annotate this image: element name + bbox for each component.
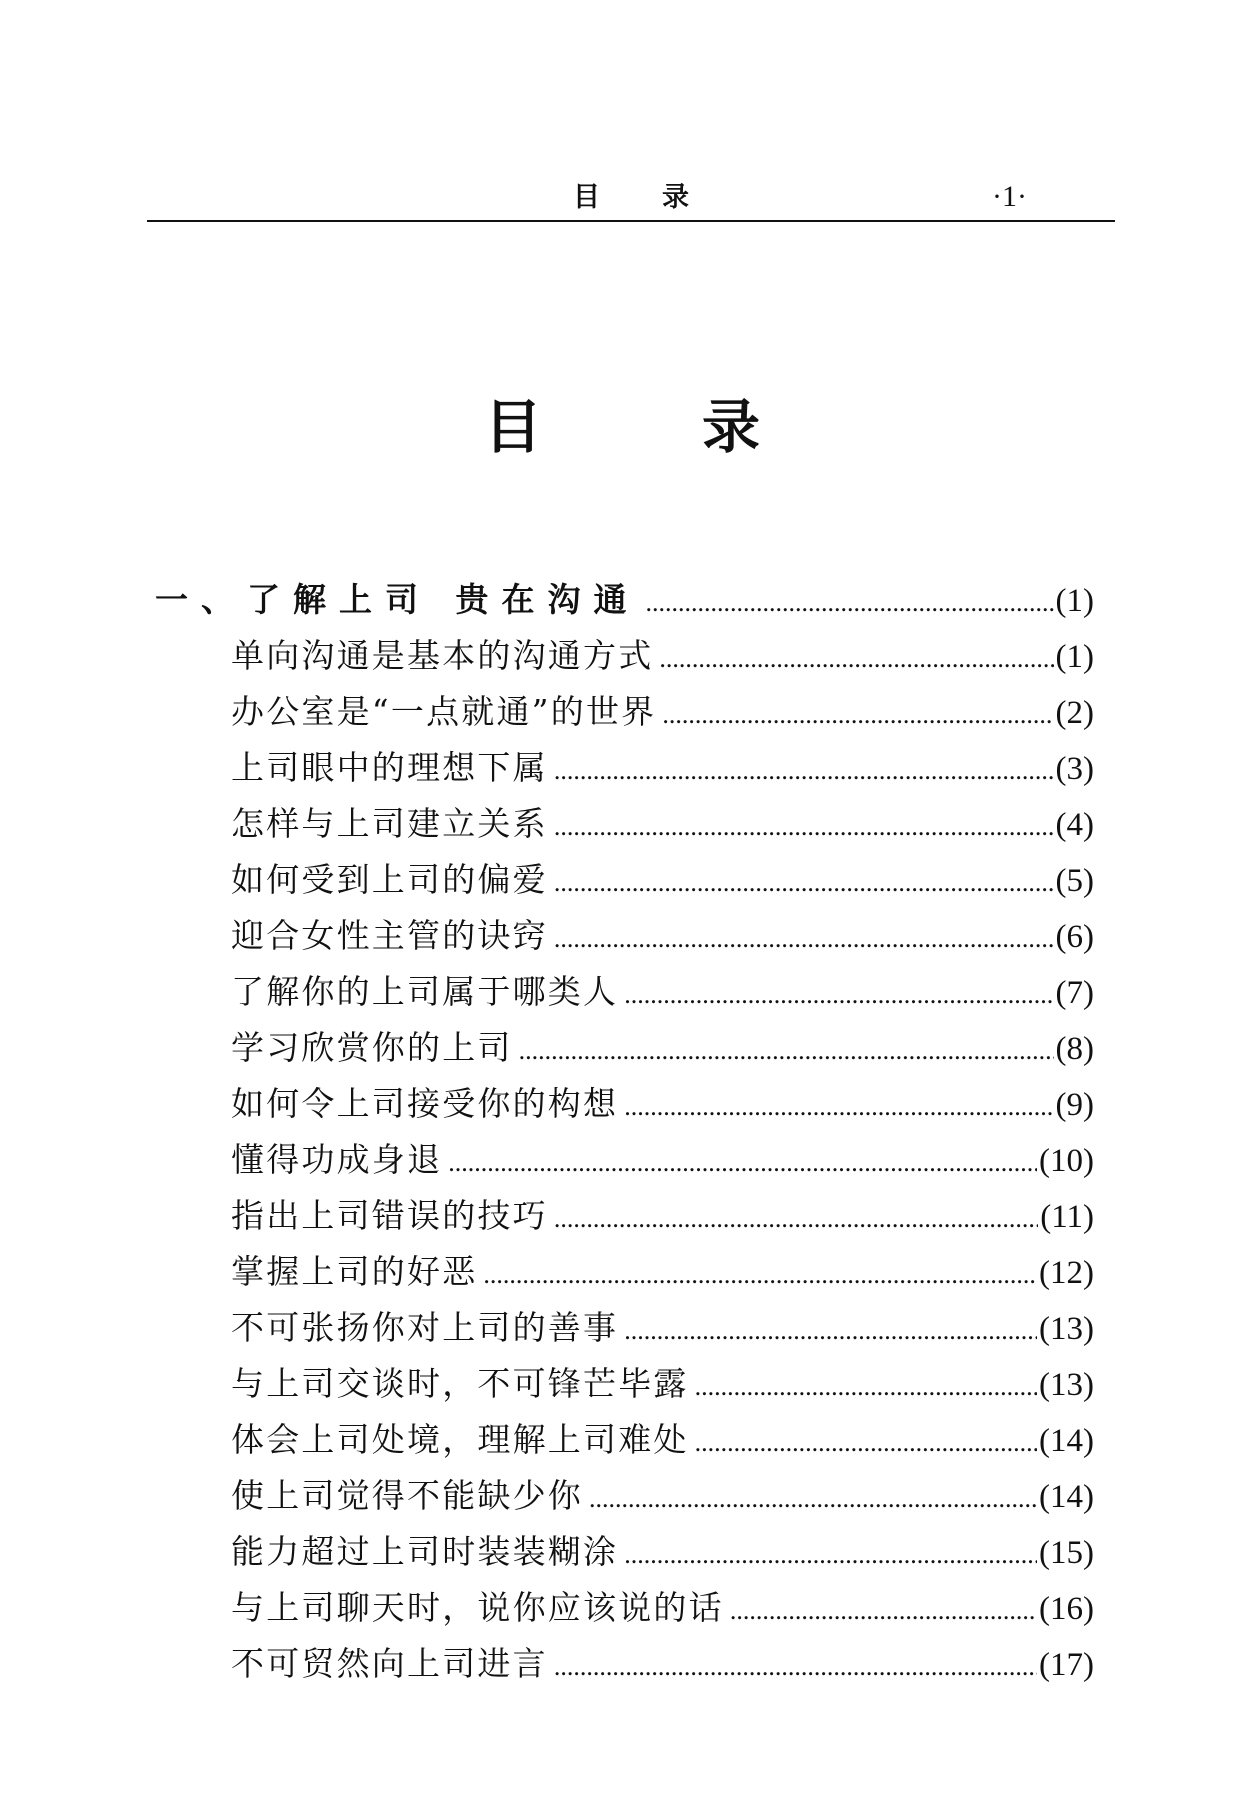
toc-entry-page: (15) <box>1039 1535 1094 1571</box>
toc-leader-dots <box>695 1361 1037 1413</box>
toc-entry-title: 懂得功成身退 <box>231 1140 443 1179</box>
toc-leader-dots <box>448 1137 1037 1189</box>
toc-entry-page: (11) <box>1040 1199 1094 1235</box>
toc-entry-page: (14) <box>1039 1479 1094 1515</box>
toc-leader-dots <box>659 633 1053 685</box>
toc-entry[interactable] <box>231 742 1094 794</box>
toc-entry-title: 办公室是“一点就通”的世界 <box>231 692 657 731</box>
toc-entry-title: 学习欣赏你的上司 <box>231 1028 513 1067</box>
toc-entry[interactable] <box>231 1526 1094 1578</box>
toc-entry[interactable] <box>231 1470 1094 1522</box>
toc-leader-dots <box>730 1585 1037 1637</box>
toc-leader-dots <box>695 1417 1037 1469</box>
toc-entry[interactable] <box>231 1638 1094 1690</box>
toc-leader-dots <box>554 745 1054 797</box>
toc-entry-page: (1) <box>1055 639 1094 675</box>
toc-leader-dots <box>519 1025 1054 1077</box>
toc-leader-dots <box>624 1081 1053 1133</box>
toc-leader-dots <box>589 1473 1037 1525</box>
running-header-title: 目录 <box>573 182 751 213</box>
toc-entry[interactable] <box>231 1358 1094 1410</box>
toc-entry[interactable] <box>231 686 1094 738</box>
toc-leader-dots <box>554 913 1054 965</box>
toc-entry-title: 不可张扬你对上司的善事 <box>231 1308 619 1347</box>
toc-entry[interactable] <box>231 966 1094 1018</box>
page-title: 目录 <box>483 393 920 461</box>
toc-entry-page: (3) <box>1055 751 1094 787</box>
toc-entry-title: 上司眼中的理想下属 <box>231 748 548 787</box>
toc-entry-title: 迎合女性主管的诀窍 <box>231 916 548 955</box>
toc-chapter-page: (1) <box>1055 583 1094 619</box>
toc-leader-dots <box>646 577 1054 629</box>
toc-entry-page: (8) <box>1055 1031 1094 1067</box>
header-rule <box>147 220 1115 222</box>
toc-entry-title: 与上司交谈时，不可锋芒毕露 <box>231 1364 689 1403</box>
running-header-page-number: ·1· <box>992 180 1027 213</box>
toc-entry-title: 与上司聊天时，说你应该说的话 <box>231 1588 724 1627</box>
toc-leader-dots <box>554 857 1054 909</box>
running-header <box>147 160 1115 220</box>
toc-entry-page: (2) <box>1055 695 1094 731</box>
toc-entry[interactable] <box>231 1414 1094 1466</box>
toc-entry[interactable] <box>231 854 1094 906</box>
toc-entry-title: 单向沟通是基本的沟通方式 <box>231 636 654 675</box>
toc-entry-title: 如何令上司接受你的构想 <box>231 1084 619 1123</box>
toc-entry-page: (10) <box>1039 1143 1094 1179</box>
toc-entry-title: 能力超过上司时装装糊涂 <box>231 1532 619 1571</box>
toc-entry-title: 指出上司错误的技巧 <box>231 1196 548 1235</box>
toc-leader-dots <box>554 1193 1038 1245</box>
toc-entry-page: (13) <box>1039 1311 1094 1347</box>
toc-entry-title: 如何受到上司的偏爱 <box>231 860 548 899</box>
toc-entry-title: 怎样与上司建立关系 <box>231 804 548 843</box>
toc-entry-title: 不可贸然向上司进言 <box>231 1644 548 1683</box>
toc-entry[interactable] <box>231 1582 1094 1634</box>
toc-leader-dots <box>624 1305 1037 1357</box>
toc-entry[interactable] <box>231 1190 1094 1242</box>
toc-entry[interactable] <box>231 1134 1094 1186</box>
toc-entry[interactable] <box>231 1022 1094 1074</box>
toc-leader-dots <box>624 969 1053 1021</box>
toc-leader-dots <box>554 1641 1037 1693</box>
toc-entry-page: (13) <box>1039 1367 1094 1403</box>
toc-leader-dots <box>662 689 1053 741</box>
toc-entry-page: (7) <box>1055 975 1094 1011</box>
toc-entry[interactable] <box>231 1302 1094 1354</box>
toc-entry[interactable] <box>231 910 1094 962</box>
toc-leader-dots <box>483 1249 1037 1301</box>
toc-chapter-entry[interactable] <box>155 574 1094 626</box>
toc-leader-dots <box>624 1529 1037 1581</box>
toc-entry-page: (14) <box>1039 1423 1094 1459</box>
toc-entry-page: (12) <box>1039 1255 1094 1291</box>
toc-leader-dots <box>554 801 1054 853</box>
toc-entry-title: 体会上司处境，理解上司难处 <box>231 1420 689 1459</box>
toc-chapter-title: 一、了解上司 贵在沟通 <box>155 580 640 619</box>
toc-entry-page: (17) <box>1039 1647 1094 1683</box>
toc-entry[interactable] <box>231 798 1094 850</box>
toc-entry-title: 了解你的上司属于哪类人 <box>231 972 619 1011</box>
toc-entry[interactable] <box>231 630 1094 682</box>
toc-entry-title: 使上司觉得不能缺少你 <box>231 1476 583 1515</box>
toc-entry[interactable] <box>231 1078 1094 1130</box>
toc-entry-title: 掌握上司的好恶 <box>231 1252 478 1291</box>
toc-entry-page: (5) <box>1055 863 1094 899</box>
toc-entry[interactable] <box>231 1246 1094 1298</box>
toc-entry-page: (4) <box>1055 807 1094 843</box>
toc-entry-page: (16) <box>1039 1591 1094 1627</box>
toc-entry-page: (6) <box>1055 919 1094 955</box>
toc-entry-page: (9) <box>1055 1087 1094 1123</box>
